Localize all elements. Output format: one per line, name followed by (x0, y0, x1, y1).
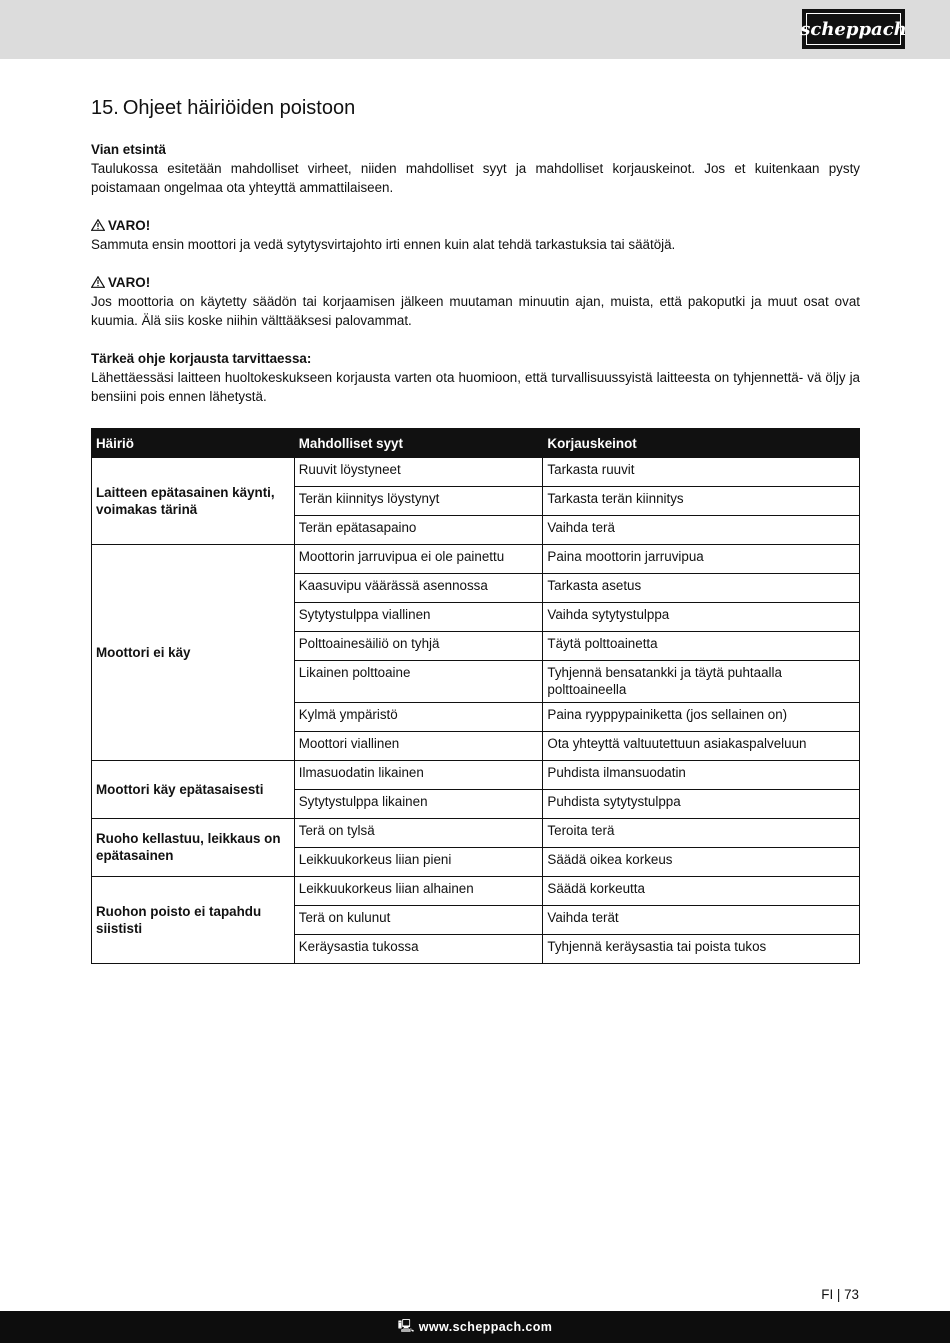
cause-cell: Terän epätasapaino (294, 516, 543, 545)
column-header-fault: Häiriö (92, 429, 295, 458)
column-header-cause: Mahdolliset syyt (294, 429, 543, 458)
cause-cell: Likainen polttoaine (294, 661, 543, 703)
main-content (91, 94, 860, 425)
remedy-cell: Säädä oikea korkeus (543, 848, 860, 877)
warning-block-1 (91, 216, 860, 254)
cause-cell: Ilmasuodatin likainen (294, 761, 543, 790)
remedy-cell: Paina ryyppypainiketta (jos sellainen on) (543, 703, 860, 732)
cause-cell: Terä on tylsä (294, 819, 543, 848)
remedy-cell: Täytä polttoainetta (543, 632, 860, 661)
cause-cell: Terä on kulunut (294, 906, 543, 935)
scheppach-logo (802, 9, 905, 49)
remedy-cell: Puhdista ilmansuodatin (543, 761, 860, 790)
cause-cell: Moottori viallinen (294, 732, 543, 761)
table-row (92, 545, 860, 574)
cause-cell: Ruuvit löystyneet (294, 458, 543, 487)
remedy-cell: Vaihda terät (543, 906, 860, 935)
remedy-cell: Teroita terä (543, 819, 860, 848)
page-footer-bar (0, 1311, 950, 1343)
remedy-cell: Ota yhteyttä valtuutettuun asiakaspalveluun (543, 732, 860, 761)
cause-cell: Leikkuukorkeus liian pieni (294, 848, 543, 877)
remedy-cell: Vaihda terä (543, 516, 860, 545)
cause-cell: Polttoainesäiliö on tyhjä (294, 632, 543, 661)
website-link[interactable]: www.scheppach.com (418, 1320, 553, 1334)
section-title-text: Ohjeet häiriöiden poistoon (122, 97, 356, 119)
fault-cell: Ruoho kellastuu, leikkaus on epätasainen (92, 819, 295, 877)
table-row (92, 761, 860, 790)
cause-cell: Kylmä ympäristö (294, 703, 543, 732)
warning-text: Jos moottoria on käytetty säädön tai korjaamisen jälkeen muutaman minuutin ajan, muista, että pakoputki ja muut osat ovat kuumia. Älä siis koske niihin välttääksesi palovammat. (91, 294, 860, 328)
table-row (92, 877, 860, 906)
fault-cell: Laitteen epätasainen käynti, voimakas tärinä (92, 458, 295, 545)
table-header-row (92, 429, 860, 458)
repair-note-heading: Tärkeä ohje korjausta tarvittaessa: (91, 351, 312, 366)
column-header-remedy: Korjauskeinot (543, 429, 860, 458)
cause-cell: Terän kiinnitys löystynyt (294, 487, 543, 516)
remedy-cell: Tarkasta asetus (543, 574, 860, 603)
remedy-cell: Puhdista sytytystulppa (543, 790, 860, 819)
remedy-cell: Tarkasta ruuvit (543, 458, 860, 487)
repair-note-block (91, 349, 860, 406)
troubleshooting-heading: Vian etsintä (91, 142, 166, 157)
fault-cell: Moottori käy epätasaisesti (92, 761, 295, 819)
cause-cell: Sytytystulppa viallinen (294, 603, 543, 632)
remedy-cell: Tyhjennä keräysastia tai poista tukos (543, 935, 860, 964)
cause-cell: Leikkuukorkeus liian alhainen (294, 877, 543, 906)
cause-cell: Sytytystulppa likainen (294, 790, 543, 819)
computer-icon: 🖳 (397, 1318, 415, 1333)
section-number: 15. (91, 97, 119, 119)
page-header-bar (0, 0, 950, 59)
cause-cell: Kaasuvipu väärässä asennossa (294, 574, 543, 603)
remedy-cell: Tarkasta terän kiinnitys (543, 487, 860, 516)
page-number: FI | 73 (821, 1287, 859, 1302)
warning-triangle-icon (91, 219, 105, 231)
cause-cell: Keräysastia tukossa (294, 935, 543, 964)
warning-text: Sammuta ensin moottori ja vedä sytytysvirtajohto irti ennen kuin alat tehdä tarkastuksia tai säätöjä. (91, 237, 676, 252)
warning-label: VARO! (108, 275, 151, 290)
table-row (92, 458, 860, 487)
troubleshooting-block (91, 140, 860, 197)
remedy-cell: Paina moottorin jarruvipua (543, 545, 860, 574)
remedy-cell: Tyhjennä bensatankki ja täytä puhtaalla polttoaineella (543, 661, 860, 703)
fault-cell: Ruohon poisto ei tapahdu siististi (92, 877, 295, 964)
warning-block-2 (91, 273, 860, 330)
table-row (92, 819, 860, 848)
remedy-cell: Säädä korkeutta (543, 877, 860, 906)
warning-label: VARO! (108, 218, 151, 233)
logo-text: scheppach (800, 18, 907, 40)
warning-triangle-icon (91, 276, 105, 288)
section-title (91, 94, 860, 122)
remedy-cell: Vaihda sytytystulppa (543, 603, 860, 632)
cause-cell: Moottorin jarruvipua ei ole painettu (294, 545, 543, 574)
repair-note-text: Lähettäessäsi laitteen huoltokeskukseen korjausta varten ota huomioon, että turvallisuussyistä laitteesta on tyhjennettä- vä öljy ja bensiini pois ennen lähetystä. (91, 370, 860, 404)
troubleshooting-text: Taulukossa esitetään mahdolliset virheet, niiden mahdolliset syyt ja mahdolliset korjauskeinot. Jos et kuitenkaan pysty poistamaan ongelmaa ota yhteyttä ammattilaiseen. (91, 161, 860, 195)
troubleshooting-table (91, 428, 860, 964)
fault-cell: Moottori ei käy (92, 545, 295, 761)
